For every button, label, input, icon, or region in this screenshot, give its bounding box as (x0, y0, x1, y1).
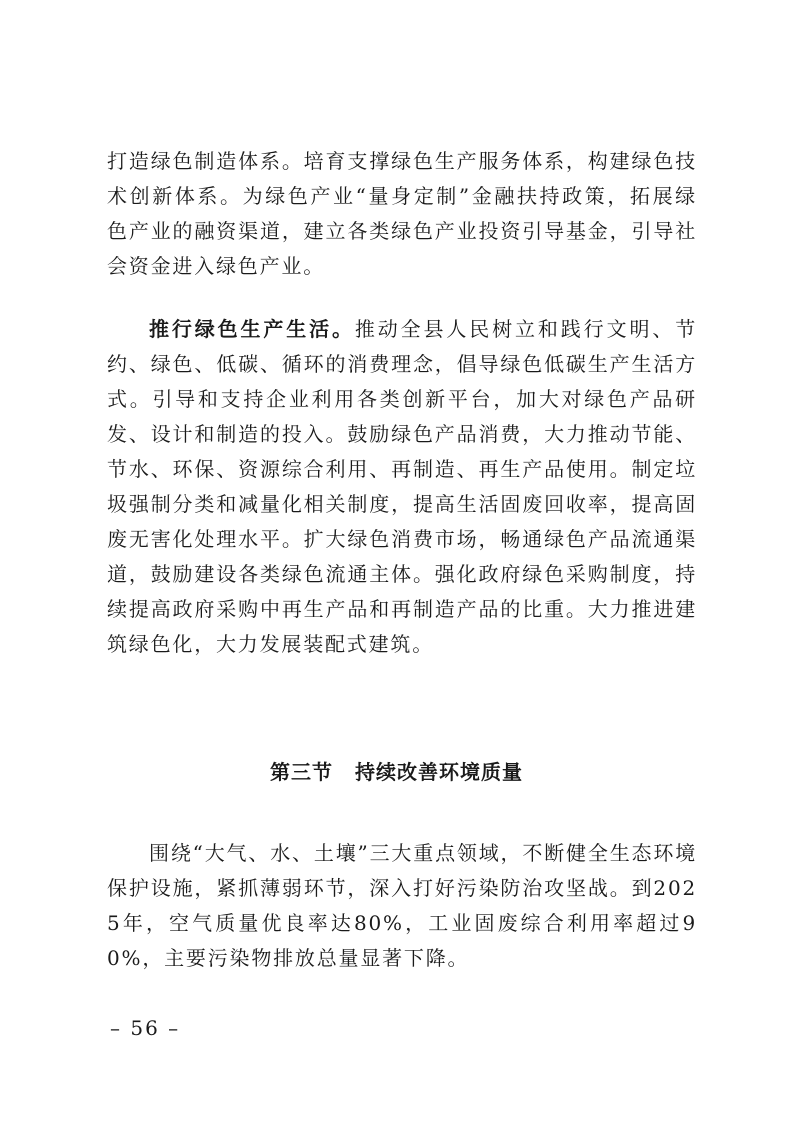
paragraph-environment-quality: 围绕“大气、水、土壤”三大重点领域，不断健全生态环境保护设施，紧抓薄弱环节，深入打好污染防治攻坚战。到2025年，空气质量优良率达80%，工业固废综合利用率超过90%，主要污染物排放总量显著下降。 (107, 841, 697, 970)
section-number: 第三节 (270, 760, 333, 784)
section-title: 持续改善环境质量 (355, 760, 523, 784)
paragraph-green-industry: 打造绿色制造体系。培育支撑绿色生产服务体系，构建绿色技术创新体系。为绿色产业“量身定制”金融扶持政策，拓展绿色产业的融资渠道，建立各类绿色产业投资引导基金，引导社会资金进入绿色产业。 (107, 149, 697, 278)
paragraph-body: 推动全县人民树立和践行文明、节约、绿色、低碳、循环的消费理念，倡导绿色低碳生产生活方式。引导和支持企业利用各类创新平台，加大对绿色产品研发、设计和制造的投入。鼓励绿色产品消费，大力推动节能、节水、环保、资源综合利用、再制造、再生产品使用。制定垃圾强制分类和减量化相关制度，提高生活固废回收率，提高固废无害化处理水平。扩大绿色消费市场，畅通绿色产品流通渠道，鼓励建设各类绿色流通主体。强化政府绿色采购制度，持续提高政府采购中再生产品和再制造产品的比重。大力推进建筑绿色化，大力发展装配式建筑。 (107, 317, 697, 656)
page-number: – 56 – (110, 1016, 181, 1040)
paragraph-lead-heading: 推行绿色生产生活。 (149, 317, 355, 341)
paragraph-green-living (107, 312, 697, 662)
section-heading (0, 756, 793, 788)
